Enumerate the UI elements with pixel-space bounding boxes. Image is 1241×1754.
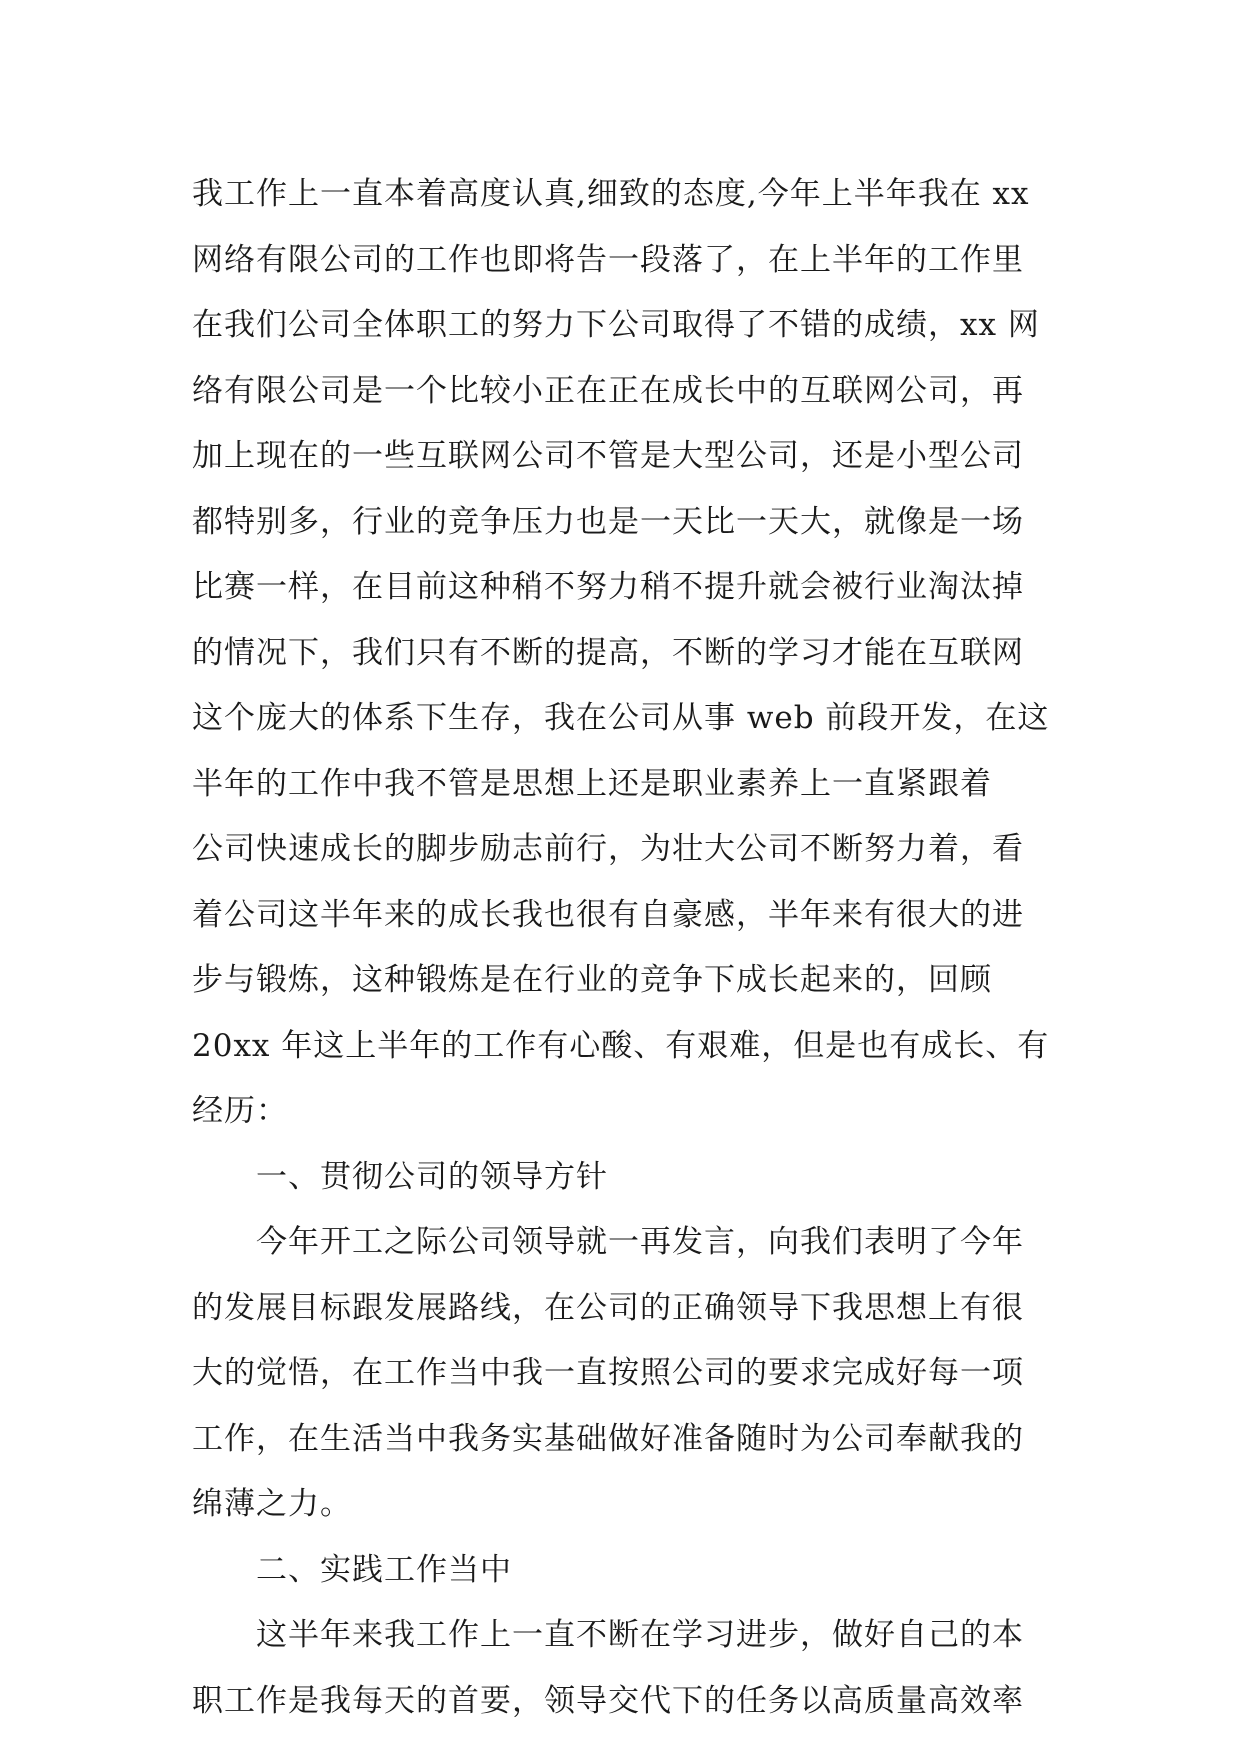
text-line: 的情况下，我们只有不断的提高，不断的学习才能在互联网	[192, 634, 1024, 671]
text-line: 半年的工作中我不管是思想上还是职业素养上一直紧跟着	[192, 765, 992, 802]
paragraph-start: 今年开工之际公司领导就一再发言，向我们表明了今年	[256, 1224, 1024, 1260]
text-line: 经历：	[192, 1093, 288, 1129]
text-line: 这个庞大的体系下生存，我在公司从事 web 前段开发，在这	[192, 700, 1050, 736]
text-line: 职工作是我每天的首要，领导交代下的任务以高质量高效率	[192, 1682, 1024, 1719]
text-line: 络有限公司是一个比较小正在正在成长中的互联网公司，再	[192, 372, 1024, 409]
text-line: 步与锻炼，这种锻炼是在行业的竞争下成长起来的，回顾	[192, 962, 992, 998]
text-line: 加上现在的一些互联网公司不管是大型公司，还是小型公司	[192, 438, 1024, 474]
text-line: 绵薄之力。	[192, 1486, 352, 1522]
text-line: 的发展目标跟发展路线，在公司的正确领导下我思想上有很	[192, 1289, 1024, 1326]
text-line: 大的觉悟，在工作当中我一直按照公司的要求完成好每一项	[192, 1355, 1024, 1391]
section-heading-2: 二、实践工作当中	[256, 1551, 512, 1588]
text-line: 我工作上一直本着高度认真,细致的态度,今年上半年我在 xx	[192, 176, 1030, 212]
paragraph-start: 这半年来我工作上一直不断在学习进步，做好自己的本	[256, 1617, 1024, 1653]
text-line: 网络有限公司的工作也即将告一段落了，在上半年的工作里	[192, 241, 1024, 278]
document-body	[192, 162, 1067, 1734]
text-line: 着公司这半年来的成长我也很有自豪感，半年来有很大的进	[192, 896, 1024, 933]
text-line: 都特别多，行业的竞争压力也是一天比一天大，就像是一场	[192, 503, 1024, 540]
text-line: 20xx 年这上半年的工作有心酸、有艰难，但是也有成长、有	[192, 1027, 1050, 1064]
text-line: 公司快速成长的脚步励志前行，为壮大公司不断努力着，看	[192, 831, 1024, 867]
text-line: 在我们公司全体职工的努力下公司取得了不错的成绩，xx 网	[192, 307, 1040, 343]
text-line: 比赛一样，在目前这种稍不努力稍不提升就会被行业淘汰掉	[192, 569, 1024, 605]
section-heading-1: 一、贯彻公司的领导方针	[256, 1158, 608, 1195]
text-line: 工作，在生活当中我务实基础做好准备随时为公司奉献我的	[192, 1420, 1024, 1457]
